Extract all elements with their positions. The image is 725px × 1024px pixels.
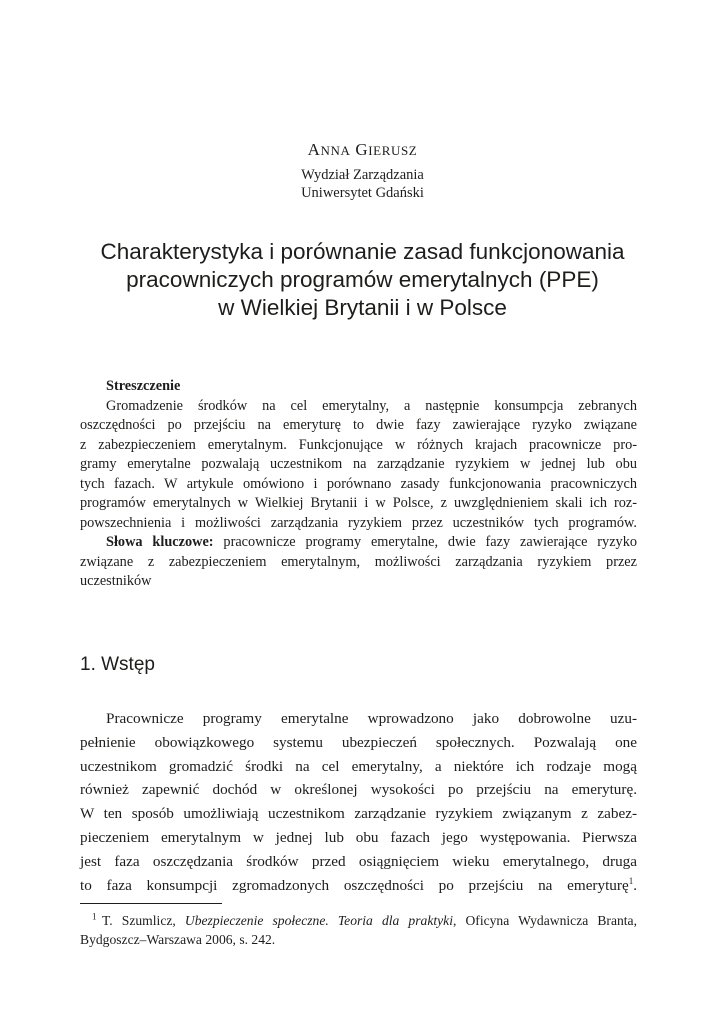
body-line: to faza konsumpcji zgromadzonych oszczędności po przejściu na emeryturę$^1$. bbox=[80, 875, 637, 894]
abstract-line: Gromadzenie środków na cel emerytalny, a następnie konsumpcja zebranych bbox=[106, 397, 637, 414]
footnote-line: Bydgoszcz–Warszawa 2006, s. 242. bbox=[80, 932, 276, 947]
footnote-reference[interactable]: 1 bbox=[628, 875, 634, 886]
abstract-heading: Streszczenie bbox=[106, 378, 181, 394]
footnote bbox=[80, 911, 637, 949]
title-line: w Wielkiej Brytanii i w Polsce bbox=[218, 295, 507, 320]
abstract-line: powszechnienia i możliwości zarządzania ryzykiem przez uczestników tych programów. bbox=[80, 514, 637, 531]
author-name: ANNA GIERUSZ bbox=[307, 140, 418, 159]
keywords-line: uczestników bbox=[80, 573, 152, 589]
body-line: W ten sposób umożliwiają uczestnikom zarządzanie ryzykiem związanym z zabez- bbox=[80, 805, 637, 823]
body-text bbox=[80, 707, 637, 897]
keywords-line: związane z zabezpieczeniem emerytalnym, możliwości zarządzania ryzykiem przez bbox=[80, 553, 637, 570]
body-line: Pracownicze programy emerytalne wprowadzono jako dobrowolne uzu- bbox=[106, 710, 637, 727]
footnote-line: $^1$ T. Szumlicz, Ubezpieczenie społeczne. Teoria dla praktyki, Oficyna Wydawnicza Branta, bbox=[80, 911, 637, 930]
body-line: również zapewnić dochód w określonej wysokości po przejściu na emeryturę. bbox=[80, 781, 637, 799]
keywords-line: Słowa kluczowe: pracownicze programy emerytalne, dwie fazy zawierające ryzyko bbox=[106, 534, 637, 550]
body-line: pieczeniem emerytalnym w jednej lub obu fazach jego występowania. Pierwsza bbox=[80, 828, 637, 846]
abstract-line: z zabezpieczeniem emerytalnym. Funkcjonujące w różnych krajach pracownicze pro- bbox=[80, 436, 637, 453]
abstract-line: tych fazach. W artykule omówiono i porównano zasady funkcjonowania pracowniczych bbox=[80, 475, 637, 492]
body-line: jest faza oszczędzania środków przed osiągnięciem wieku emerytalnego, druga bbox=[80, 852, 637, 870]
section-heading: 1. Wstęp bbox=[80, 654, 155, 675]
title-line: pracowniczych programów emerytalnych (PPE) bbox=[126, 267, 599, 292]
body-line: uczestnikom gromadzić środki na cel emerytalny, a niektóre ich rodzaje mogą bbox=[80, 757, 637, 775]
abstract-line: oszczędności po przejściu na emeryturę to dwie fazy zawierające ryzyko związane bbox=[80, 417, 637, 433]
footnote-number: 1 bbox=[92, 911, 97, 922]
article-title bbox=[40, 238, 685, 322]
footnote-title: Ubezpieczenie społeczne. Teoria dla praktyki bbox=[184, 913, 453, 928]
affiliation-university: Uniwersytet Gdański bbox=[301, 185, 424, 201]
footnote-rule bbox=[80, 903, 222, 904]
abstract-line: programów emerytalnych w Wielkiej Brytanii i w Polsce, z uwzględnieniem skali ich roz- bbox=[80, 495, 637, 511]
title-line: Charakterystyka i porównanie zasad funkcjonowania bbox=[100, 239, 625, 264]
abstract bbox=[80, 377, 637, 592]
affiliation-faculty: Wydział Zarządzania bbox=[301, 167, 424, 183]
abstract-line: gramy emerytalne pozwalają uczestnikom na zarządzanie ryzykiem w jednej lub obu bbox=[80, 456, 637, 472]
keywords-label: Słowa kluczowe: bbox=[106, 534, 214, 550]
body-line: pełnienie obowiązkowego systemu ubezpieczeń społecznych. Pozwalają one bbox=[80, 733, 637, 751]
affiliation bbox=[0, 166, 725, 202]
